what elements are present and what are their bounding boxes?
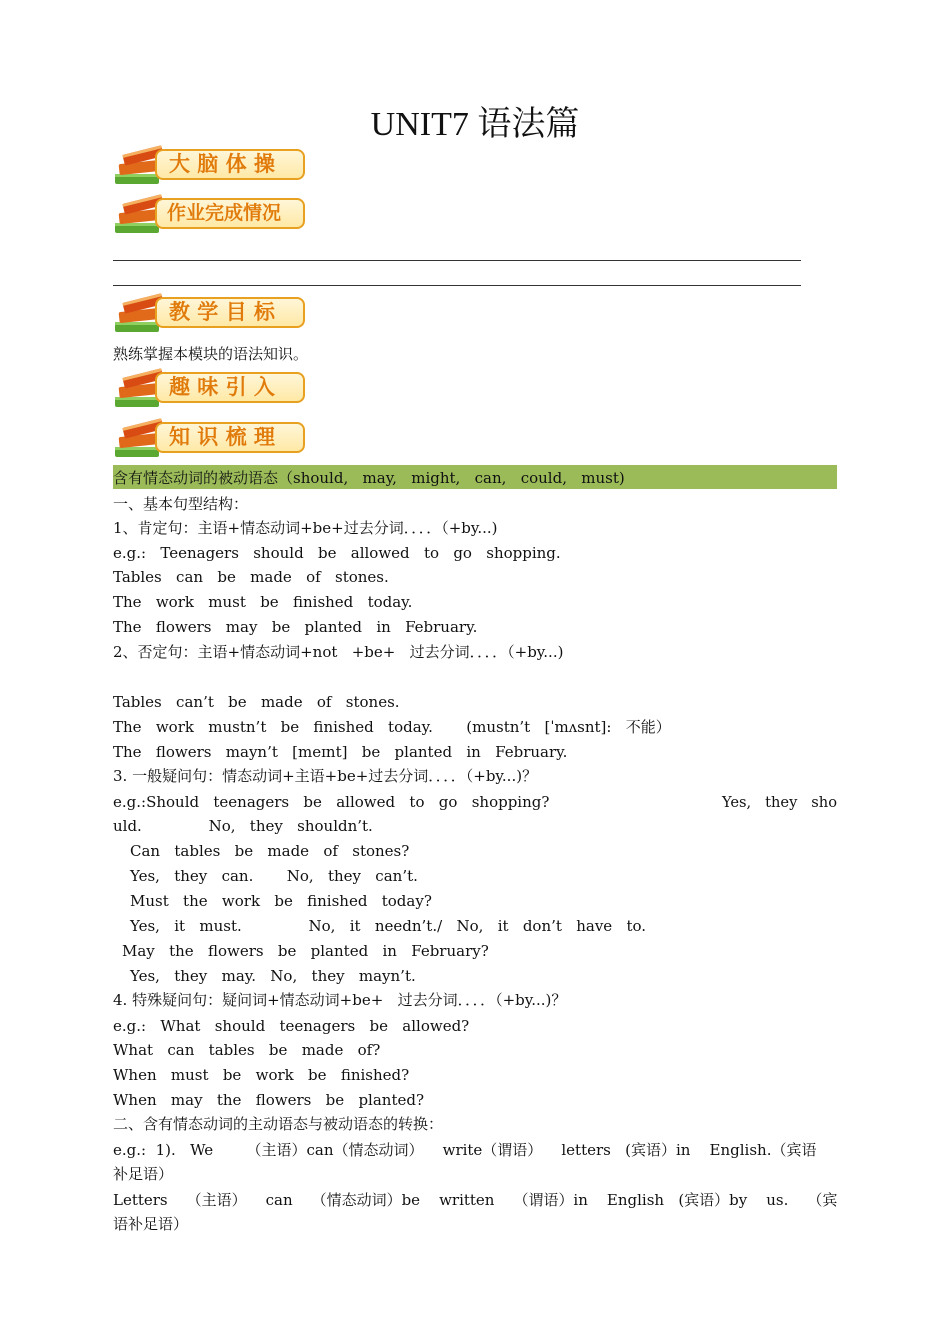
text-line: e.g.: What should teenagers be allowed? xyxy=(113,1017,470,1035)
text-line: 一、基本句型结构： xyxy=(113,495,249,513)
text-line: What can tables be made of? xyxy=(113,1041,381,1059)
text-line: Tables can be made of stones. xyxy=(113,568,389,586)
text-line: Yes, they may. No, they mayn’t. xyxy=(130,967,416,985)
text-line: Letters （主语） can （情态动词）be written （谓语）in English (宾语）by us. （宾 xyxy=(113,1191,838,1209)
text-line: Must the work be finished today? xyxy=(130,892,432,910)
text-line: 3. 一般疑问句：情态动词+主语+be+过去分词．．．．（+by...)？ xyxy=(113,767,538,785)
text-line: Can tables be made of stones? xyxy=(130,842,410,860)
section-header xyxy=(113,465,837,489)
text-line: Yes, it must. No, it needn’t./ No, it don’t have to. xyxy=(130,917,647,935)
banner-teaching-goals xyxy=(113,292,309,338)
section-header-text: 含有情态动词的被动语态（should, may, might, can, could, must) xyxy=(113,469,625,487)
banner-label: 趣 味 引 入 xyxy=(169,375,275,399)
text-line: e.g.:Should teenagers be allowed to go shopping? xyxy=(113,793,550,811)
answer-line xyxy=(113,260,801,261)
text-line: When may the flowers be planted? xyxy=(113,1091,424,1109)
text-line: Yes, they can. No, they can’t. xyxy=(130,867,418,885)
text-line: Tables can’t be made of stones. xyxy=(113,693,400,711)
text-line: 语补足语） xyxy=(113,1215,189,1233)
banner-label: 知 识 梳 理 xyxy=(169,425,275,449)
text-line: uld. No, they shouldn’t. xyxy=(113,817,373,835)
text-line: 4. 特殊疑问句：疑问词+情态动词+be+ 过去分词．．．．（+by...)？ xyxy=(113,991,567,1009)
banner-brain-exercise xyxy=(113,144,309,190)
text-line: The flowers may be planted in February. xyxy=(113,618,478,636)
text-line: 二、含有情态动词的主动语态与被动语态的转换： xyxy=(113,1115,444,1133)
text-line: 2、否定句：主语+情态动词+not +be+ 过去分词．．．．（+by...) xyxy=(113,643,564,661)
banner-label: 教 学 目 标 xyxy=(169,300,275,324)
banner-label: 作业完成情况 xyxy=(167,202,282,224)
banner-label: 大 脑 体 操 xyxy=(169,152,275,176)
text-line: Yes, they sho xyxy=(722,793,838,811)
text-line: The flowers mayn’t [meɪnt] be planted in February. xyxy=(113,743,568,761)
text-line: 1、肯定句：主语+情态动词+be+过去分词．．．．（+by...) xyxy=(113,519,498,537)
banner-homework-status xyxy=(113,193,309,239)
text-line: When must be work be finished? xyxy=(113,1066,410,1084)
text-line: 补足语） xyxy=(113,1165,174,1183)
banner-fun-intro xyxy=(113,367,309,413)
banner-knowledge-review xyxy=(113,417,309,463)
text-line: The work must be finished today. xyxy=(113,593,413,611)
text-line: The work mustn’t be finished today. (mustn’t [ˈmʌsnt]: 不能） xyxy=(113,718,671,736)
goal-text: 熟练掌握本模块的语法知识。 xyxy=(113,345,309,363)
page-title: UNIT7 语法篇 xyxy=(370,106,580,143)
text-line: e.g.: Teenagers should be allowed to go shopping. xyxy=(113,544,561,562)
text-line: May the flowers be planted in February? xyxy=(122,942,489,960)
text-line: e.g.: 1). We （主语）can（情态动词） write（谓语） letters (宾语）in English.（宾语 xyxy=(113,1141,817,1159)
answer-line xyxy=(113,285,801,286)
